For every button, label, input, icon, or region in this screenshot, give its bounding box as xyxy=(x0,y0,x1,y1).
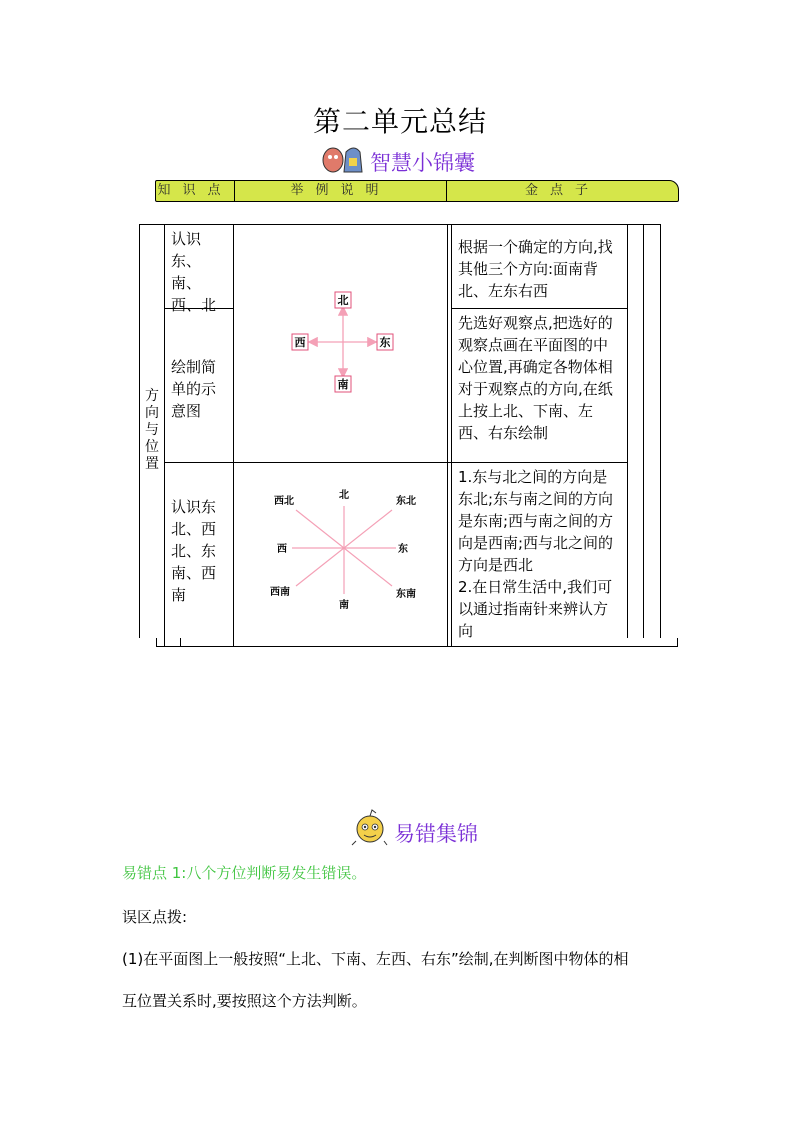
compass4-north: 北 xyxy=(337,294,349,307)
row1-topic: 认识东、南、西、北 xyxy=(171,230,217,314)
compass-eight-directions xyxy=(262,484,424,616)
compass8-northeast: 东北 xyxy=(396,496,416,507)
header-knowledge: 知识点 xyxy=(157,183,233,198)
compass8-southwest: 西南 xyxy=(270,587,290,598)
compass4-east: 东 xyxy=(379,336,391,349)
compass4-west: 西 xyxy=(294,336,306,349)
row3-tip: 1.东与北之间的方向是东北;东与南之间的方向是东南;西与南之间的方向是西南;西与北之间的方向是西北 2.在日常生活中,我们可以通过指南针来辨认方向 xyxy=(458,468,614,640)
compass8-north: 北 xyxy=(339,490,349,501)
compass-four-directions xyxy=(280,286,410,398)
row2-tip: 先选好观察点,把选好的观察点画在平面图的中心位置,再确定各物体相对于观察点的方向,在纸上按上北、下南、左西、右东绘制 xyxy=(458,314,613,442)
compass8-northwest: 西北 xyxy=(274,496,294,507)
mistake-mascot-icon xyxy=(350,807,388,847)
section-title-tips: 智慧小锦囊 xyxy=(370,151,475,175)
compass8-west: 西 xyxy=(277,544,287,555)
section-title-mistakes: 易错集锦 xyxy=(394,822,478,846)
misconception-label: 误区点拨: xyxy=(122,908,188,926)
mistake-point-1: 易错点 1:八个方位判断易发生错误。 xyxy=(122,864,367,882)
paragraph-line-1: (1)在平面图上一般按照“上北、下南、左西、右东”绘制,在判断图中物体的相 xyxy=(122,950,629,968)
row1-tip: 根据一个确定的方向,找其他三个方向:面南背北、左东右西 xyxy=(458,238,613,300)
table-header xyxy=(155,180,679,202)
row3-topic: 认识东北、西北、东南、西南 xyxy=(171,498,217,604)
category-label: 方向与位置 xyxy=(145,388,159,472)
compass8-east: 东 xyxy=(398,544,408,555)
page-title: 第二单元总结 xyxy=(312,105,487,138)
compass4-south: 南 xyxy=(337,378,349,391)
row2-topic: 绘制简单的示意图 xyxy=(171,358,217,420)
compass8-southeast: 东南 xyxy=(396,589,416,600)
paragraph-line-2: 互位置关系时,要按照这个方法判断。 xyxy=(122,992,367,1010)
treasure-bag-icon xyxy=(320,140,364,176)
header-example: 举例说明 xyxy=(290,183,391,198)
header-tips: 金点子 xyxy=(524,183,600,198)
compass8-south: 南 xyxy=(339,600,349,611)
